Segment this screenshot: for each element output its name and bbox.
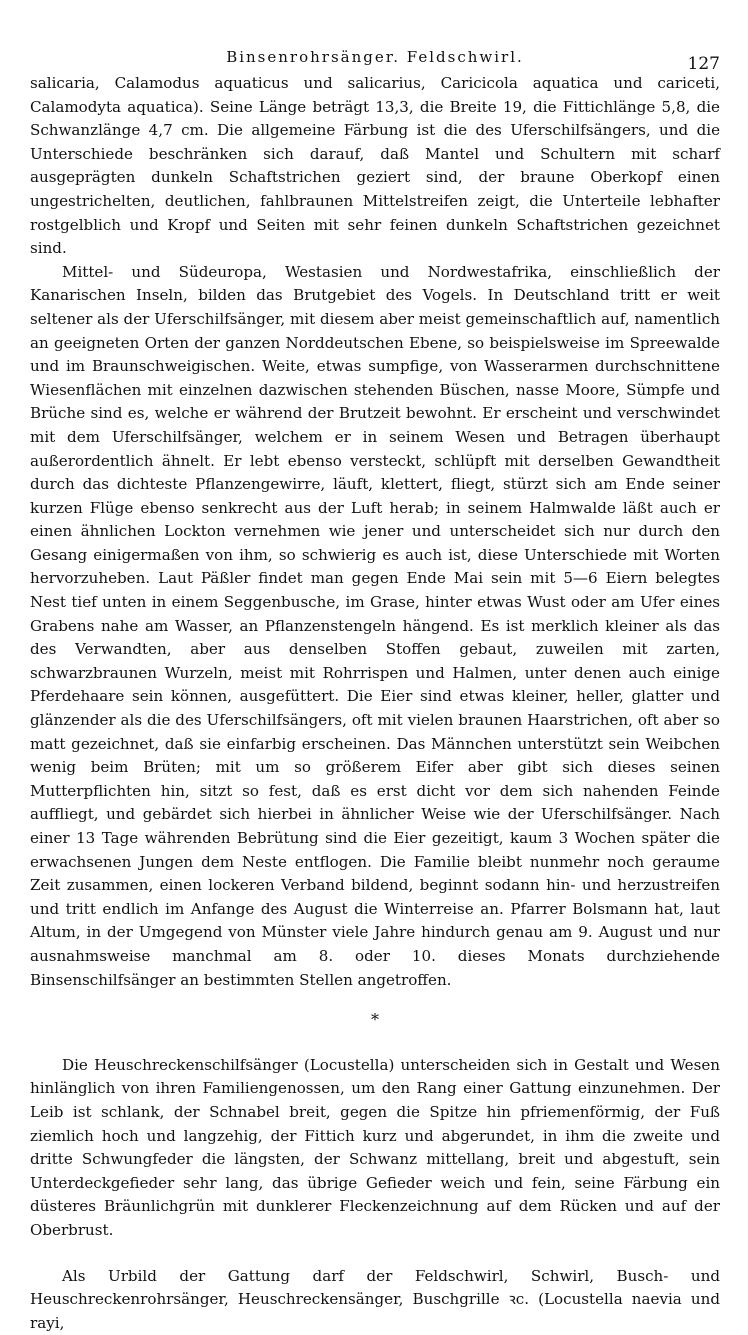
paragraph-3: Die Heuschreckenschilfsänger (Locustella) unterscheiden sich in Gestalt und Wesen hinlänglich von ihren Familiengenossen, um den Rang einer Gattung einzunehmen. Der Leib ist schlank, der Schnabel breit, gegen die Spitze hin pfriemenförmig, der Fuß ziemlich hoch und langzehig, der Fittich kurz und abgerundet, in ihm die zweite und dritte Schwungfeder die längsten, der Schwanz mittellang, breit und abgestuft, sein Unterdeckgefieder sehr lang, das übrige Gefieder weich und fein, seine Färbung ein düsteres Bräunlichgrün mit dunklerer Fleckenzeichnung auf dem Rücken und auf der Oberbrust.	[30, 1054, 720, 1243]
paragraph-2: Mittel- und Südeuropa, Westasien und Nordwestafrika, einschließlich der Kanarischen Inseln, bilden das Brutgebiet des Vogels. In Deutschland tritt er weit seltener als der Uferschilfsänger, mit diesem aber meist gemeinschaftlich auf, namentlich an geeigneten Orten der ganzen Norddeutschen Ebene, so beispielsweise im Spreewalde und im Braunschweigischen. Weite, etwas sumpfige, von Wasserarmen durchschnittene Wiesenflächen mit einzelnen dazwischen stehenden Büschen, nasse Moore, Sümpfe und Brüche sind es, welche er während der Brutzeit bewohnt. Er erscheint und verschwindet mit dem Uferschilfsänger, welchem er in seinem Wesen und Betragen überhaupt außerordentlich ähnelt. Er lebt ebenso versteckt, schlüpft mit derselben Gewandtheit durch das dichteste Pflanzengewirre, läuft, klettert, fliegt, stürzt sich am Ende seiner kurzen Flüge ebenso senkrecht aus der Luft herab; in seinem Halmwalde läßt auch er einen ähnlichen Lockton vernehmen wie jener und unterscheidet sich nur durch den Gesang einigermaßen von ihm, so schwierig es auch ist, diese Unterschiede mit Worten hervorzuheben. Laut Päßler findet man gegen Ende Mai sein mit 5—6 Eiern belegtes Nest tief unten in einem Seggenbusche, im Grase, hinter etwas Wust oder am Ufer eines Grabens nahe am Wasser, an Pflanzenstengeln hängend. Es ist merklich kleiner als das des Verwandten, aber aus denselben Stoffen gebaut, zuweilen mit zarten, schwarzbraunen Wurzeln, meist mit Rohrrispen und Halmen, unter denen auch einige Pferdehaare sein können, ausgefüttert. Die Eier sind etwas kleiner, heller, glatter und glänzender als die des Uferschilfsängers, oft mit vielen braunen Haarstrichen, oft aber so matt gezeichnet, daß sie einfarbig erscheinen. Das Männchen unterstützt sein Weibchen wenig beim Brüten; mit um so größerem Eifer aber gibt sich dieses seinen Mutterpflichten hin, sitzt so fest, daß es erst dicht vor dem sich nahenden Feinde auffliegt, und gebärdet sich hierbei in ähnlicher Weise wie der Uferschilfsänger. Nach einer 13 Tage währenden Bebrütung sind die Eier gezeitigt, kaum 3 Wochen später die erwachsenen Jungen dem Neste entflogen. Die Familie bleibt nunmehr noch geraume Zeit zusammen, einen lockeren Verband bildend, beginnt sodann hin- und herzustreifen und tritt endlich im Anfange des August die Winterreise an. Pfarrer Bolsmann hat, laut Altum, in der Umgegend von Münster viele Jahre hindurch genau am 9. August und nur ausnahmsweise manchmal am 8. oder 10. dieses Monats durchziehende Binsenschilfsänger an bestimmten Stellen angetroffen.	[30, 261, 720, 992]
section-separator: *	[30, 1008, 720, 1032]
body-text	[30, 72, 720, 1335]
running-head	[30, 30, 720, 70]
paragraph-1: salicaria, Calamodus aquaticus und salicarius, Caricicola aquatica und cariceti, Calamodyta aquatica). Seine Länge beträgt 13,3, die Breite 19, die Fittichlänge 5,8, die Schwanzlänge 4,7 cm. Die allgemeine Färbung ist die des Uferschilfsängers, und die Unterschiede beschränken sich darauf, daß Mantel und Schultern mit scharf ausgeprägten dunkeln Schaftstrichen geziert sind, der braune Oberkopf einen ungestrichelten, deutlichen, fahlbraunen Mittelstreifen zeigt, die Unterteile lebhafter rostgelblich und Kropf und Seiten mit sehr feinen dunkeln Schaftstrichen gezeichnet sind.	[30, 72, 720, 261]
running-title: Binsenrohrsänger. Feldschwirl.	[30, 48, 720, 66]
page	[30, 30, 720, 1180]
paragraph-4: Als Urbild der Gattung darf der Feldschwirl, Schwirl, Busch- und Heuschreckenrohrsänger, Heuschreckensänger, Buschgrille ꝛc. (Locustella naevia und rayi,	[30, 1265, 720, 1335]
page-number: 127	[688, 54, 720, 74]
paragraph-gap	[30, 1243, 720, 1265]
